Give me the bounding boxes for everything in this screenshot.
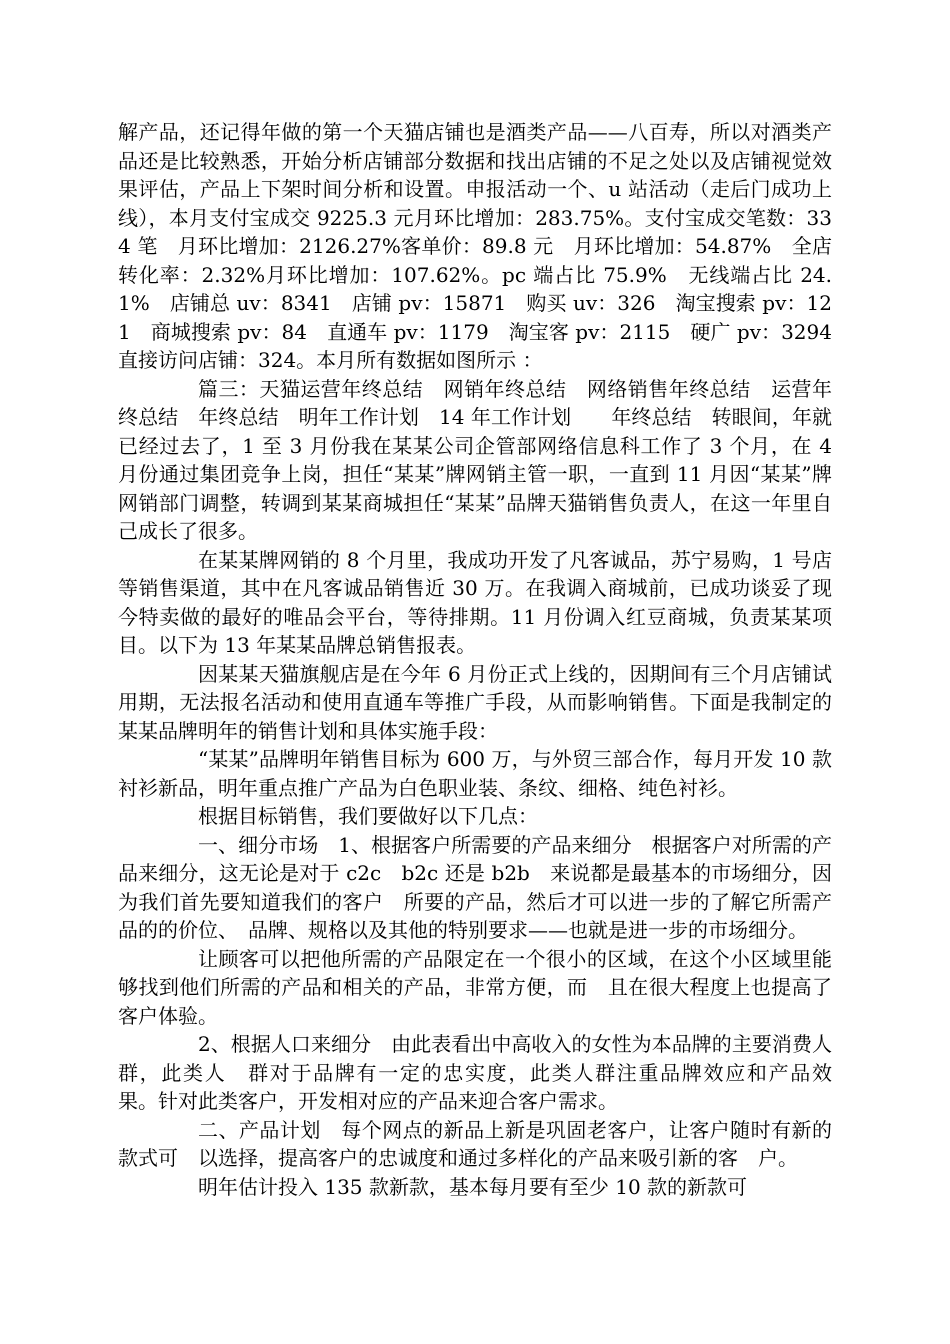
paragraph-online-sales-channels: 在某某牌网销的 8 个月里，我成功开发了凡客诚品，苏宁易购，1 号店等销售渠道，其中在凡客诚品销售近 30 万。在我调入商城前，已成功谈妥了现今特卖做的最好的唯品会平台，等待排期。11 月份调入红豆商城，负责某某项目。以下为 13 年某某品牌总销售报表。 [118, 547, 832, 657]
paragraph-product-plan: 二、产品计划 每个网点的新品上新是巩固老客户，让客户随时有新的款式可 以选择，提高客户的忠诚度和通过多样化的产品来吸引新的客 户。 [118, 1117, 832, 1170]
paragraph-market-segmentation: 一、细分市场 1、根据客户所需要的产品来细分 根据客户对所需的产品来细分，这无论是对于 c2c b2c 还是 b2b 来说都是最基本的市场细分，因为我们首先要知道我们的客户 所要的产品，然后才可以进一步的了解它所需产品的的价位、 品牌、规格以及其他的特别要求——也就是进一步的市场细分。 [118, 832, 832, 942]
paragraph-key-points-heading: 根据目标销售，我们要做好以下几点： [198, 804, 538, 828]
paragraph-new-products-estimate: 明年估计投入 135 款新款，基本每月要有至少 10 款的新款可 [198, 1174, 748, 1199]
paragraph-sales-target: “某某”品牌明年销售目标为 600 万，与外贸三部合作，每月开发 10 款衬衫新品，明年重点推广产品为白色职业装、条纹、细格、纯色衬衫。 [118, 747, 832, 800]
paragraph-customer-experience: 让顾客可以把他所需的产品限定在一个很小的区域，在这个小区域里能够找到他们所需的产品和相关的产品，非常方便，而 且在很大程度上也提高了客户体验。 [118, 946, 832, 1028]
paragraph-chapter-three-intro: 篇三：天猫运营年终总结 网销年终总结 网络销售年终总结 运营年终总结 年终总结 明年工作计划 14 年工作计划 年终总结 转眼间，年就已经过去了，1 至 3 月份我在某某公司企管部网络信息科工作了 3 个月，在 4 月份通过集团竞争上岗，担任“某某”牌网销主管一职，一直到 11 月因“某某”牌网销部门调整，转调到某某商城担任“某某”品牌天猫销售负责人，在这一年里自己成长了很多。 [118, 376, 832, 543]
paragraph-demographic-segmentation: 2、根据人口来细分 由此表看出中高收入的女性为本品牌的主要消费人群，此类人 群对于品牌有一定的忠实度，此类人群注重品牌效应和产品效 果。针对此类客户，开发相对应的产品来迎合客户需求。 [118, 1032, 852, 1113]
paragraph-tmall-launch: 因某某天猫旗舰店是在今年 6 月份正式上线的，因期间有三个月店铺试用期，无法报名活动和使用直通车等推广手段，从而影响销售。下面是我制定的某某品牌明年的销售计划和具体实施手段： [118, 661, 832, 743]
document-page [118, 118, 852, 1201]
paragraph-store-analysis: 解产品，还记得年做的第一个天猫店铺也是酒类产品——八百寿，所以对酒类产品还是比较熟悉，开始分析店铺部分数据和找出店铺的不足之处以及店铺视觉效果评估，产品上下架时间分析和设置。申报活动一个、u 站活动（走后门成功上线），本月支付宝成交 9225.3 元月环比增加：283.75%。支付宝成交笔数：334 笔 月环比增加：2126.27%客单价：89.8 元 月环比增加：54.87% 全店转化率：2.32%月环比增加：107.62%。pc 端占比 75.9% 无线端占比 24.1% 店铺总 uv：8341 店铺 pv：15871 购买 uv：326 淘宝搜索 pv：121 商城搜索 pv：84 直通车 pv：1179 淘宝客 pv：2115 硬广 pv：3294 直接访问店铺：324。本月所有数据如图所示 ： [118, 120, 852, 372]
